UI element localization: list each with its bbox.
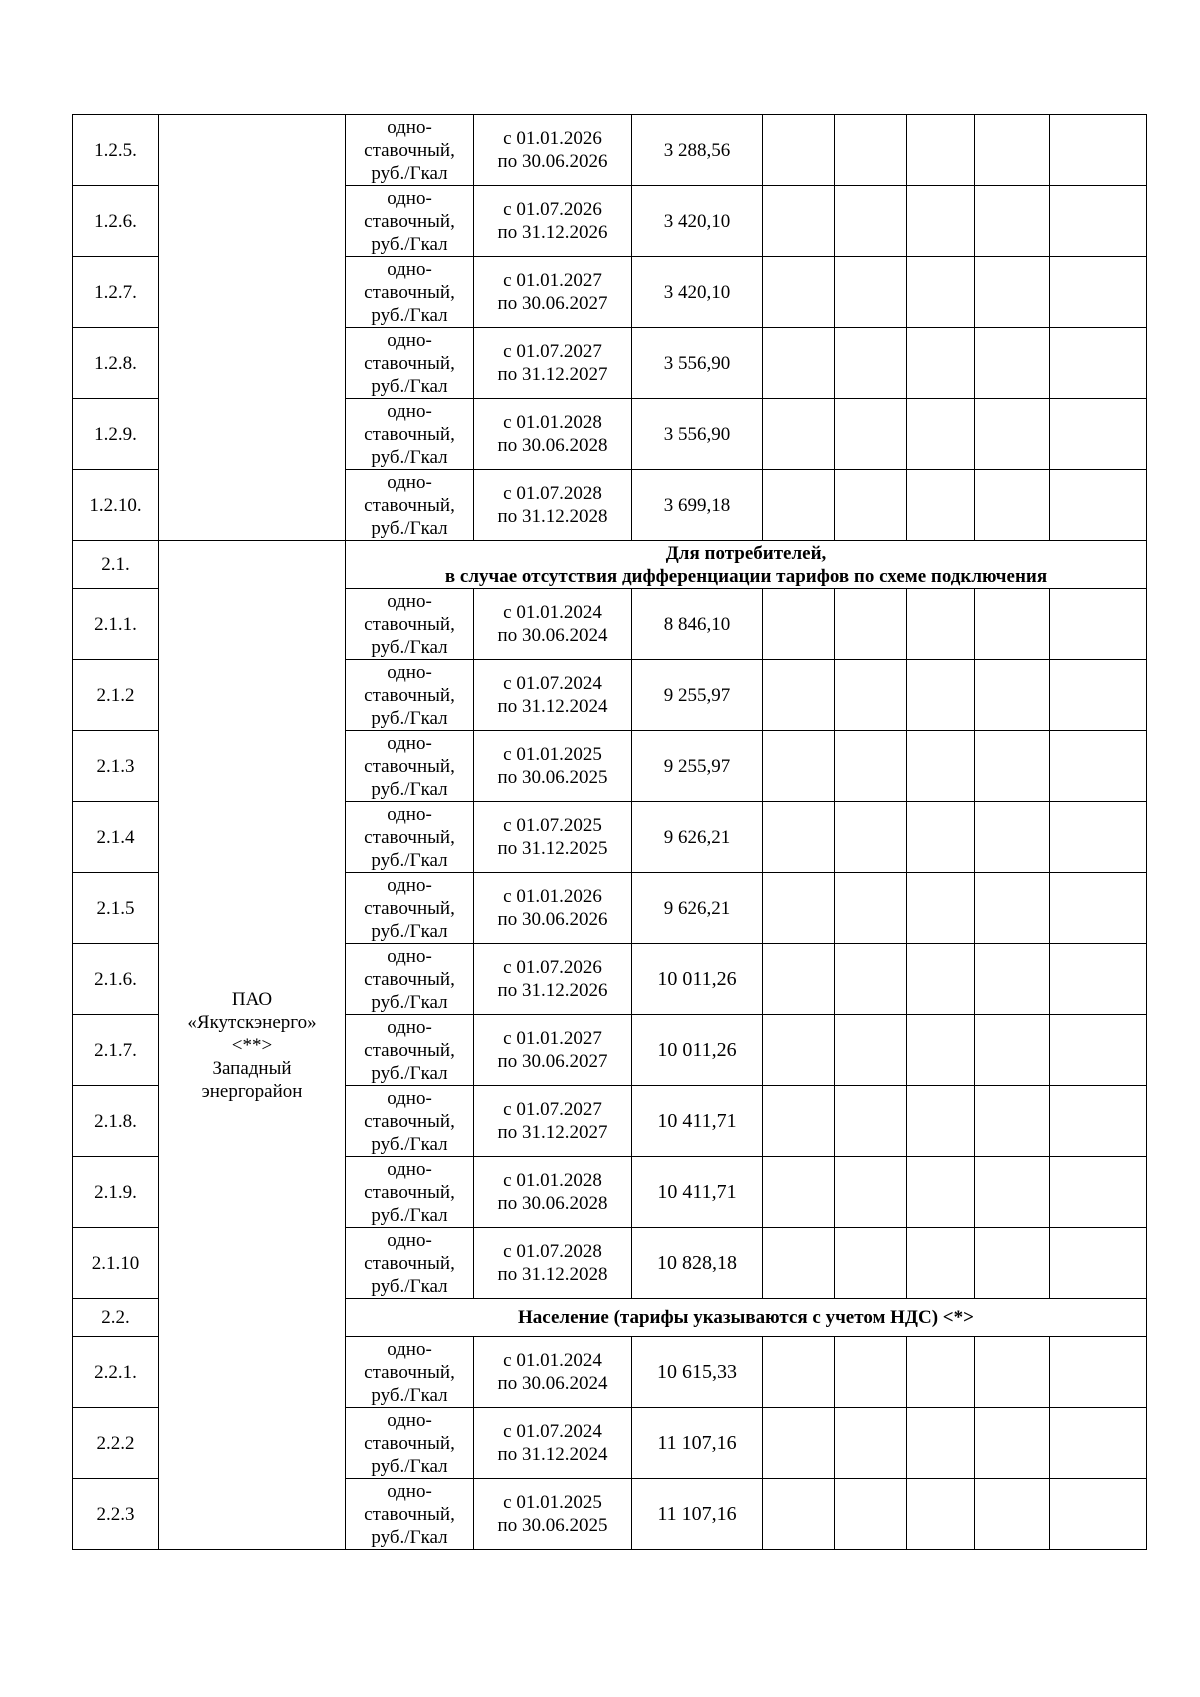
row-number: 2.1.1. bbox=[73, 589, 159, 660]
rate-type-line: ставочный, bbox=[364, 281, 455, 303]
empty-cell bbox=[975, 1479, 1050, 1550]
empty-cell bbox=[835, 1228, 907, 1299]
rate-type-line: одно- bbox=[387, 874, 432, 896]
rate-type-cell bbox=[346, 1337, 474, 1408]
rate-type-line: одно- bbox=[387, 187, 432, 209]
empty-cell bbox=[975, 873, 1050, 944]
empty-cell bbox=[835, 1408, 907, 1479]
empty-cell bbox=[975, 115, 1050, 186]
period-from: с 01.01.2027 bbox=[503, 270, 602, 291]
empty-cell bbox=[835, 1157, 907, 1228]
empty-cell bbox=[1050, 873, 1147, 944]
rate-type-line: руб./Гкал bbox=[371, 1526, 448, 1548]
rate-type-cell bbox=[346, 873, 474, 944]
empty-cell bbox=[975, 257, 1050, 328]
rate-type-line: руб./Гкал bbox=[371, 1062, 448, 1084]
empty-cell bbox=[835, 1337, 907, 1408]
period-from: с 01.07.2028 bbox=[503, 483, 602, 504]
empty-cell bbox=[975, 802, 1050, 873]
empty-cell bbox=[907, 115, 975, 186]
rate-type-cell bbox=[346, 660, 474, 731]
empty-cell bbox=[907, 660, 975, 731]
rate-type-line: одно- bbox=[387, 661, 432, 683]
empty-cell bbox=[835, 731, 907, 802]
empty-cell bbox=[763, 1408, 835, 1479]
org-line: ПАО bbox=[231, 988, 273, 1010]
period-from: с 01.07.2026 bbox=[503, 957, 602, 978]
rate-type-cell bbox=[346, 1228, 474, 1299]
rate-type-line: руб./Гкал bbox=[371, 233, 448, 255]
empty-cell bbox=[1050, 1228, 1147, 1299]
period-to: по 30.06.2028 bbox=[497, 435, 608, 456]
period-to: по 30.06.2024 bbox=[497, 1373, 608, 1394]
row-number: 2.1.5 bbox=[73, 873, 159, 944]
rate-type-line: руб./Гкал bbox=[371, 849, 448, 871]
rate-type-cell bbox=[346, 399, 474, 470]
empty-cell bbox=[835, 328, 907, 399]
rate-type-line: руб./Гкал bbox=[371, 778, 448, 800]
tariff-value: 3 420,10 bbox=[632, 257, 763, 328]
rate-type-cell bbox=[346, 470, 474, 541]
empty-cell bbox=[975, 186, 1050, 257]
empty-cell bbox=[907, 1337, 975, 1408]
empty-cell bbox=[975, 1337, 1050, 1408]
rate-type-line: ставочный, bbox=[364, 1252, 455, 1274]
empty-cell bbox=[975, 1157, 1050, 1228]
period-to: по 30.06.2026 bbox=[497, 909, 608, 930]
tariff-value: 3 699,18 bbox=[632, 470, 763, 541]
period-to: по 30.06.2027 bbox=[497, 1051, 608, 1072]
org-cell-empty bbox=[159, 115, 346, 541]
period-cell bbox=[474, 399, 632, 470]
empty-cell bbox=[835, 470, 907, 541]
period-from: с 01.07.2026 bbox=[503, 199, 602, 220]
period-to: по 31.12.2028 bbox=[497, 1264, 608, 1285]
period-from: с 01.07.2024 bbox=[503, 673, 602, 694]
period-from: с 01.07.2027 bbox=[503, 1099, 602, 1120]
empty-cell bbox=[1050, 731, 1147, 802]
rate-type-line: руб./Гкал bbox=[371, 1384, 448, 1406]
rate-type-line: одно- bbox=[387, 329, 432, 351]
empty-cell bbox=[835, 944, 907, 1015]
empty-cell bbox=[1050, 115, 1147, 186]
empty-cell bbox=[835, 257, 907, 328]
period-from: с 01.07.2028 bbox=[503, 1241, 602, 1262]
empty-cell bbox=[835, 399, 907, 470]
empty-cell bbox=[907, 1408, 975, 1479]
period-to: по 30.06.2024 bbox=[497, 625, 608, 646]
empty-cell bbox=[835, 115, 907, 186]
rate-type-line: одно- bbox=[387, 1409, 432, 1431]
period-from: с 01.07.2025 bbox=[503, 815, 602, 836]
tariff-value: 3 288,56 bbox=[632, 115, 763, 186]
row-number: 1.2.8. bbox=[73, 328, 159, 399]
section-title bbox=[346, 541, 1147, 589]
rate-type-line: ставочный, bbox=[364, 139, 455, 161]
rate-type-line: одно- bbox=[387, 1480, 432, 1502]
period-to: по 31.12.2026 bbox=[497, 222, 608, 243]
period-cell bbox=[474, 470, 632, 541]
row-number: 2.2.3 bbox=[73, 1479, 159, 1550]
empty-cell bbox=[763, 1086, 835, 1157]
rate-type-line: одно- bbox=[387, 116, 432, 138]
empty-cell bbox=[907, 873, 975, 944]
empty-cell bbox=[763, 399, 835, 470]
empty-cell bbox=[763, 257, 835, 328]
rate-type-line: одно- bbox=[387, 803, 432, 825]
period-cell bbox=[474, 1479, 632, 1550]
empty-cell bbox=[907, 328, 975, 399]
empty-cell bbox=[975, 399, 1050, 470]
rate-type-line: одно- bbox=[387, 1158, 432, 1180]
tariff-value: 8 846,10 bbox=[632, 589, 763, 660]
period-to: по 30.06.2027 bbox=[497, 293, 608, 314]
rate-type-cell bbox=[346, 257, 474, 328]
empty-cell bbox=[763, 115, 835, 186]
empty-cell bbox=[763, 731, 835, 802]
tariff-value: 9 255,97 bbox=[632, 731, 763, 802]
empty-cell bbox=[763, 944, 835, 1015]
empty-cell bbox=[1050, 257, 1147, 328]
rate-type-cell bbox=[346, 115, 474, 186]
empty-cell bbox=[1050, 802, 1147, 873]
empty-cell bbox=[835, 589, 907, 660]
tariff-table-body bbox=[73, 115, 1147, 1550]
row-number: 1.2.10. bbox=[73, 470, 159, 541]
empty-cell bbox=[763, 1337, 835, 1408]
period-cell bbox=[474, 802, 632, 873]
period-from: с 01.01.2027 bbox=[503, 1028, 602, 1049]
empty-cell bbox=[907, 1015, 975, 1086]
rate-type-line: одно- bbox=[387, 471, 432, 493]
tariff-value: 9 626,21 bbox=[632, 802, 763, 873]
period-cell bbox=[474, 1015, 632, 1086]
row-number: 2.1.8. bbox=[73, 1086, 159, 1157]
empty-cell bbox=[975, 470, 1050, 541]
period-from: с 01.01.2025 bbox=[503, 744, 602, 765]
period-from: с 01.07.2024 bbox=[503, 1421, 602, 1442]
period-cell bbox=[474, 1157, 632, 1228]
rate-type-cell bbox=[346, 731, 474, 802]
rate-type-cell bbox=[346, 186, 474, 257]
period-from: с 01.01.2026 bbox=[503, 128, 602, 149]
rate-type-line: ставочный, bbox=[364, 210, 455, 232]
rate-type-line: руб./Гкал bbox=[371, 375, 448, 397]
empty-cell bbox=[1050, 1157, 1147, 1228]
empty-cell bbox=[835, 186, 907, 257]
empty-cell bbox=[907, 589, 975, 660]
period-from: с 01.01.2028 bbox=[503, 412, 602, 433]
empty-cell bbox=[975, 589, 1050, 660]
empty-cell bbox=[835, 1015, 907, 1086]
empty-cell bbox=[763, 1479, 835, 1550]
period-cell bbox=[474, 731, 632, 802]
empty-cell bbox=[907, 1479, 975, 1550]
empty-cell bbox=[763, 873, 835, 944]
rate-type-line: одно- bbox=[387, 400, 432, 422]
empty-cell bbox=[975, 1015, 1050, 1086]
rate-type-line: ставочный, bbox=[364, 1181, 455, 1203]
rate-type-line: ставочный, bbox=[364, 897, 455, 919]
tariff-value: 10 011,26 bbox=[632, 1015, 763, 1086]
empty-cell bbox=[1050, 660, 1147, 731]
rate-type-line: ставочный, bbox=[364, 423, 455, 445]
row-number: 2.1.10 bbox=[73, 1228, 159, 1299]
org-line: энергорайон bbox=[201, 1080, 303, 1102]
period-to: по 31.12.2027 bbox=[497, 1122, 608, 1143]
empty-cell bbox=[835, 660, 907, 731]
org-line: Западный bbox=[212, 1057, 292, 1079]
period-cell bbox=[474, 257, 632, 328]
rate-type-line: руб./Гкал bbox=[371, 1133, 448, 1155]
rate-type-line: руб./Гкал bbox=[371, 304, 448, 326]
period-to: по 31.12.2024 bbox=[497, 696, 608, 717]
rate-type-cell bbox=[346, 1157, 474, 1228]
rate-type-line: одно- bbox=[387, 1229, 432, 1251]
empty-cell bbox=[907, 802, 975, 873]
tariff-value: 10 615,33 bbox=[632, 1337, 763, 1408]
empty-cell bbox=[835, 802, 907, 873]
tariff-value: 10 011,26 bbox=[632, 944, 763, 1015]
empty-cell bbox=[975, 660, 1050, 731]
period-to: по 30.06.2025 bbox=[497, 1515, 608, 1536]
tariff-value: 10 411,71 bbox=[632, 1157, 763, 1228]
empty-cell bbox=[907, 399, 975, 470]
rate-type-line: руб./Гкал bbox=[371, 1275, 448, 1297]
rate-type-line: ставочный, bbox=[364, 1361, 455, 1383]
period-cell bbox=[474, 589, 632, 660]
rate-type-line: ставочный, bbox=[364, 1110, 455, 1132]
rate-type-line: ставочный, bbox=[364, 1432, 455, 1454]
period-to: по 30.06.2026 bbox=[497, 151, 608, 172]
empty-cell bbox=[835, 1479, 907, 1550]
period-to: по 31.12.2024 bbox=[497, 1444, 608, 1465]
empty-cell bbox=[907, 186, 975, 257]
section-row bbox=[73, 541, 1147, 589]
org-line: <**> bbox=[231, 1034, 273, 1056]
empty-cell bbox=[907, 470, 975, 541]
empty-cell bbox=[763, 328, 835, 399]
tariff-value: 9 255,97 bbox=[632, 660, 763, 731]
row-number: 1.2.6. bbox=[73, 186, 159, 257]
rate-type-line: руб./Гкал bbox=[371, 446, 448, 468]
row-number: 2.1.7. bbox=[73, 1015, 159, 1086]
empty-cell bbox=[763, 660, 835, 731]
empty-cell bbox=[975, 328, 1050, 399]
period-to: по 31.12.2025 bbox=[497, 838, 608, 859]
empty-cell bbox=[763, 470, 835, 541]
empty-cell bbox=[835, 1086, 907, 1157]
period-cell bbox=[474, 660, 632, 731]
rate-type-line: ставочный, bbox=[364, 755, 455, 777]
empty-cell bbox=[1050, 186, 1147, 257]
rate-type-line: одно- bbox=[387, 1338, 432, 1360]
empty-cell bbox=[975, 731, 1050, 802]
rate-type-line: руб./Гкал bbox=[371, 991, 448, 1013]
rate-type-line: ставочный, bbox=[364, 1503, 455, 1525]
rate-type-cell bbox=[346, 328, 474, 399]
organization-cell bbox=[159, 541, 346, 1550]
row-number: 1.2.7. bbox=[73, 257, 159, 328]
empty-cell bbox=[763, 802, 835, 873]
period-to: по 31.12.2027 bbox=[497, 364, 608, 385]
tariff-value: 3 556,90 bbox=[632, 399, 763, 470]
empty-cell bbox=[907, 1228, 975, 1299]
tariff-value: 10 411,71 bbox=[632, 1086, 763, 1157]
rate-type-line: ставочный, bbox=[364, 494, 455, 516]
rate-type-line: одно- bbox=[387, 732, 432, 754]
row-number: 1.2.9. bbox=[73, 399, 159, 470]
rate-type-line: одно- bbox=[387, 1016, 432, 1038]
rate-type-cell bbox=[346, 589, 474, 660]
row-number: 1.2.5. bbox=[73, 115, 159, 186]
rate-type-line: ставочный, bbox=[364, 826, 455, 848]
empty-cell bbox=[975, 1086, 1050, 1157]
period-cell bbox=[474, 186, 632, 257]
row-number: 2.1.3 bbox=[73, 731, 159, 802]
period-cell bbox=[474, 1408, 632, 1479]
period-cell bbox=[474, 944, 632, 1015]
period-from: с 01.01.2026 bbox=[503, 886, 602, 907]
period-from: с 01.07.2027 bbox=[503, 341, 602, 362]
tariff-value: 10 828,18 bbox=[632, 1228, 763, 1299]
empty-cell bbox=[763, 186, 835, 257]
tariff-value: 11 107,16 bbox=[632, 1408, 763, 1479]
empty-cell bbox=[835, 873, 907, 944]
empty-cell bbox=[1050, 1015, 1147, 1086]
empty-cell bbox=[763, 1015, 835, 1086]
period-to: по 31.12.2028 bbox=[497, 506, 608, 527]
rate-type-line: руб./Гкал bbox=[371, 707, 448, 729]
period-from: с 01.01.2024 bbox=[503, 602, 602, 623]
tariff-value: 3 556,90 bbox=[632, 328, 763, 399]
empty-cell bbox=[907, 1157, 975, 1228]
tariff-value: 9 626,21 bbox=[632, 873, 763, 944]
empty-cell bbox=[763, 1228, 835, 1299]
period-to: по 31.12.2026 bbox=[497, 980, 608, 1001]
tariff-row bbox=[73, 115, 1147, 186]
period-cell bbox=[474, 328, 632, 399]
empty-cell bbox=[907, 944, 975, 1015]
rate-type-cell bbox=[346, 1479, 474, 1550]
row-number: 2.1.2 bbox=[73, 660, 159, 731]
rate-type-line: руб./Гкал bbox=[371, 636, 448, 658]
section-title-line: Для потребителей, bbox=[665, 542, 827, 564]
rate-type-line: одно- bbox=[387, 590, 432, 612]
empty-cell bbox=[907, 731, 975, 802]
rate-type-line: руб./Гкал bbox=[371, 1455, 448, 1477]
rate-type-cell bbox=[346, 944, 474, 1015]
empty-cell bbox=[1050, 328, 1147, 399]
row-number: 2.2.1. bbox=[73, 1337, 159, 1408]
rate-type-line: руб./Гкал bbox=[371, 517, 448, 539]
section-title: Население (тарифы указываются с учетом НДС) <*> bbox=[346, 1299, 1147, 1337]
period-from: с 01.01.2028 bbox=[503, 1170, 602, 1191]
row-number: 2.1.4 bbox=[73, 802, 159, 873]
empty-cell bbox=[1050, 944, 1147, 1015]
empty-cell bbox=[763, 589, 835, 660]
rate-type-cell bbox=[346, 1015, 474, 1086]
empty-cell bbox=[975, 944, 1050, 1015]
rate-type-line: ставочный, bbox=[364, 613, 455, 635]
empty-cell bbox=[1050, 1086, 1147, 1157]
org-line: «Якутскэнерго» bbox=[187, 1011, 317, 1033]
section-title-line: в случае отсутствия дифференциации тарифов по схеме подключения bbox=[444, 565, 1048, 587]
empty-cell bbox=[975, 1228, 1050, 1299]
tariff-value: 11 107,16 bbox=[632, 1479, 763, 1550]
rate-type-line: одно- bbox=[387, 1087, 432, 1109]
tariff-table bbox=[72, 114, 1147, 1550]
rate-type-line: одно- bbox=[387, 258, 432, 280]
row-number: 2.1.9. bbox=[73, 1157, 159, 1228]
rate-type-line: руб./Гкал bbox=[371, 920, 448, 942]
empty-cell bbox=[1050, 1408, 1147, 1479]
empty-cell bbox=[907, 1086, 975, 1157]
period-from: с 01.01.2024 bbox=[503, 1350, 602, 1371]
empty-cell bbox=[1050, 399, 1147, 470]
period-cell bbox=[474, 1337, 632, 1408]
empty-cell bbox=[1050, 589, 1147, 660]
rate-type-line: руб./Гкал bbox=[371, 1204, 448, 1226]
period-from: с 01.01.2025 bbox=[503, 1492, 602, 1513]
period-cell bbox=[474, 873, 632, 944]
empty-cell bbox=[975, 1408, 1050, 1479]
rate-type-line: руб./Гкал bbox=[371, 162, 448, 184]
period-cell bbox=[474, 115, 632, 186]
period-cell bbox=[474, 1086, 632, 1157]
rate-type-line: ставочный, bbox=[364, 1039, 455, 1061]
empty-cell bbox=[763, 1157, 835, 1228]
empty-cell bbox=[1050, 1337, 1147, 1408]
empty-cell bbox=[907, 257, 975, 328]
period-cell bbox=[474, 1228, 632, 1299]
section-number: 2.2. bbox=[73, 1299, 159, 1337]
rate-type-cell bbox=[346, 1086, 474, 1157]
row-number: 2.1.6. bbox=[73, 944, 159, 1015]
row-number: 2.2.2 bbox=[73, 1408, 159, 1479]
empty-cell bbox=[1050, 1479, 1147, 1550]
section-number: 2.1. bbox=[73, 541, 159, 589]
empty-cell bbox=[1050, 470, 1147, 541]
rate-type-line: ставочный, bbox=[364, 684, 455, 706]
rate-type-cell bbox=[346, 802, 474, 873]
period-to: по 30.06.2025 bbox=[497, 767, 608, 788]
tariff-value: 3 420,10 bbox=[632, 186, 763, 257]
rate-type-cell bbox=[346, 1408, 474, 1479]
rate-type-line: ставочный, bbox=[364, 968, 455, 990]
rate-type-line: ставочный, bbox=[364, 352, 455, 374]
rate-type-line: одно- bbox=[387, 945, 432, 967]
period-to: по 30.06.2028 bbox=[497, 1193, 608, 1214]
